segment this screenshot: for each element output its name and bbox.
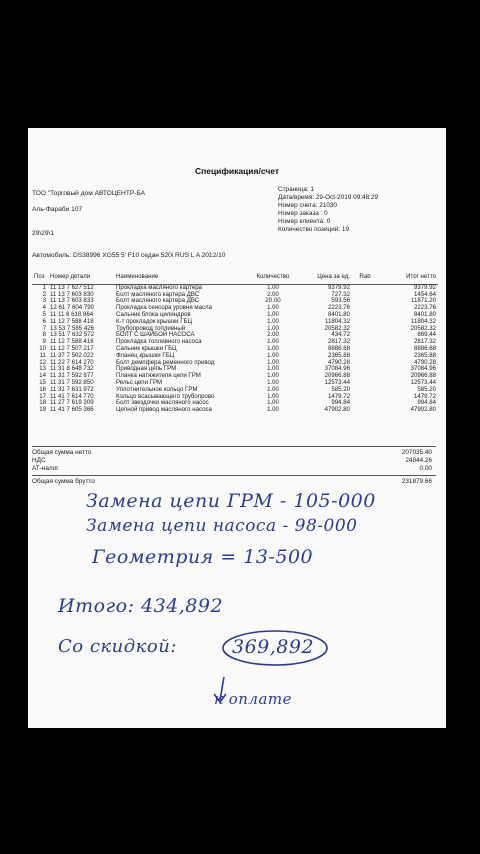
cell-quantity: 1.00 [267, 385, 279, 393]
cell-unit-price: 434.72 [331, 331, 350, 339]
col-position: Поз [32, 274, 48, 284]
cell-name: БОЛТ С ШАЙБОЙ НАСОСА [116, 331, 195, 339]
cell-quantity: 1.00 [267, 324, 279, 332]
meta-order-number: Номер заказа : 0 [278, 210, 328, 217]
cell-net-total: 37084.96 [410, 365, 436, 373]
cell-name: Уплотнительное кольцо ГРМ [116, 385, 198, 393]
meta-invoice-number: Номер счета: 21030 [278, 202, 337, 209]
cell-part-number: 11 31 7 592 850 [50, 378, 94, 386]
cell-unit-price: 20966.88 [324, 372, 350, 380]
cell-part-number: 11 37 7 502 022 [50, 351, 94, 359]
cell-net-total: 869.44 [417, 331, 436, 339]
cell-quantity: 1.00 [267, 365, 279, 373]
cell-name: Сальник крышки ГБЦ [116, 344, 177, 352]
cell-pos: 8 [42, 331, 46, 339]
col-unit-price: Цена за ед. [298, 274, 352, 284]
cell-net-total: 8886.68 [413, 344, 436, 352]
at-tax-value: 0.00 [419, 465, 432, 472]
cell-pos: 10 [39, 344, 46, 352]
meta-client-number: Номер клиента: 0 [278, 218, 331, 225]
cell-name: Прокладка сенсора уровня масла [116, 304, 212, 312]
cell-quantity: 1.00 [267, 317, 279, 325]
cell-name: Болт масляного картера ДВС [116, 297, 200, 305]
cell-quantity: 2.00 [267, 331, 279, 339]
handwritten-total: Итого: 434,892 [58, 595, 224, 617]
cell-quantity: 1.00 [267, 304, 279, 312]
net-total-label: Общая сумма нетто [32, 449, 92, 456]
col-quantity: Количество [248, 274, 298, 284]
cell-pos: 5 [42, 310, 46, 318]
cell-pos: 1 [42, 283, 46, 291]
cell-net-total: 585.20 [417, 385, 436, 393]
cell-pos: 15 [39, 378, 46, 386]
cell-unit-price: 2223.76 [327, 304, 350, 312]
cell-quantity: 1.00 [267, 378, 279, 386]
cell-unit-price: 9379.92 [327, 283, 350, 291]
cell-quantity: 1.00 [267, 310, 279, 318]
cell-name: Цепной привод масляного насоса [116, 406, 212, 414]
cell-quantity: 1.00 [267, 338, 279, 346]
cell-unit-price: 11804.32 [325, 317, 350, 325]
cell-part-number: 11 12 7 588 418 [50, 317, 94, 325]
invoice-paper [28, 128, 446, 728]
cell-quantity: 20.00 [265, 297, 281, 305]
cell-name: Рельс цепи ГРМ [116, 378, 163, 386]
col-net-total: Итог нетто [378, 274, 438, 284]
cell-part-number: 12 61 7 604 790 [50, 304, 95, 312]
cell-name: Кольцо всасывающего трубопрово [116, 392, 215, 400]
cell-unit-price: 8401.80 [327, 310, 350, 318]
col-name: Наименование [114, 274, 248, 284]
col-rab: Rab [352, 274, 378, 284]
cell-name: Планка натяжителя цепи ГРМ [116, 372, 201, 380]
cell-net-total: 9379.92 [413, 283, 436, 291]
cell-net-total: 2223.76 [413, 304, 436, 312]
cell-unit-price: 2365.88 [327, 351, 350, 359]
cell-unit-price: 20582.32 [324, 324, 350, 332]
cell-pos: 19 [39, 406, 46, 414]
cell-unit-price: 12573.44 [324, 378, 350, 386]
cell-net-total: 2817.32 [413, 338, 436, 346]
cell-unit-price: 1479.72 [327, 392, 350, 400]
cell-quantity: 1.00 [267, 372, 279, 380]
cell-unit-price: 994.84 [331, 399, 350, 407]
cell-name: Болт демпфера ременного привод [116, 358, 215, 366]
gross-total-label: Общая сумма брутто [32, 478, 95, 485]
meta-positions-count: Количество позиций: 19 [278, 226, 349, 233]
cell-part-number: 11 27 7 619 309 [50, 399, 94, 407]
cell-name: Фланец крышки ГБЦ [116, 351, 175, 359]
cell-unit-price: 4790.28 [327, 358, 350, 366]
handwritten-to-pay: к оплате [214, 690, 293, 708]
cell-quantity: 1.00 [267, 392, 279, 400]
cell-quantity: 1.00 [267, 351, 279, 359]
vat-label: НДС [32, 457, 46, 464]
cell-part-number: 13 51 7 632 572 [50, 331, 95, 339]
cell-part-number: 11 12 7 588 416 [50, 338, 94, 346]
cell-part-number: 11 13 7 603 830 [50, 290, 94, 298]
company-address: Аль-Фараби 107 [32, 206, 83, 213]
cell-net-total: 47902.80 [410, 406, 436, 414]
handwriting-ink-marks [28, 128, 446, 728]
cell-name: К-т прокладок крышки ГБЦ [116, 317, 193, 325]
document-code: 29\29\1 [32, 230, 54, 237]
cell-pos: 18 [39, 399, 46, 407]
cell-part-number: 11 12 7 507 217 [50, 344, 94, 352]
cell-name: Трубопровод топливный [116, 324, 186, 332]
meta-datetime: Дата/время: 29-Oct-2019 09:48:29 [278, 194, 379, 201]
cell-unit-price: 727.32 [331, 290, 350, 298]
cell-net-total: 11804.32 [411, 317, 436, 325]
cell-name: Болт звездочки масляного насос [116, 399, 209, 407]
meta-page: Страница: 1 [278, 186, 315, 193]
cell-name: Прокладка топливного насоса [116, 338, 202, 346]
cell-net-total: 2365.88 [413, 351, 436, 359]
company-name: ТОО "Торговый дом АВТОЦЕНТР-БА [32, 190, 146, 197]
handwritten-geometry: Геометрия = 13-500 [92, 546, 314, 568]
cell-pos: 16 [39, 385, 46, 393]
cell-part-number: 11 31 7 592 877 [50, 372, 94, 380]
cell-net-total: 20966.88 [410, 372, 436, 380]
discount-circle [223, 631, 327, 665]
cell-name: Сальник блока цилиндров [116, 310, 191, 318]
cell-pos: 11 [39, 351, 46, 359]
cell-pos: 9 [42, 338, 46, 346]
cell-part-number: 11 41 7 605 366 [50, 406, 94, 414]
cell-net-total: 1479.72 [413, 392, 436, 400]
cell-net-total: 20582.32 [410, 324, 436, 332]
cell-name: Прокладка масляного картера [116, 283, 203, 291]
cell-net-total: 8401.80 [413, 310, 436, 318]
cell-quantity: 2.00 [267, 290, 279, 298]
cell-part-number: 11 31 8 648 732 [50, 365, 94, 373]
cell-pos: 3 [42, 297, 46, 305]
cell-pos: 6 [42, 317, 46, 325]
cell-pos: 12 [39, 358, 46, 366]
cell-unit-price: 47902.80 [324, 406, 350, 414]
cell-unit-price: 37084.96 [324, 365, 350, 373]
cell-unit-price: 2817.32 [327, 338, 350, 346]
cell-part-number: 11 11 8 618 864 [50, 310, 94, 318]
cell-unit-price: 8886.68 [327, 344, 350, 352]
cell-quantity: 1.00 [267, 358, 279, 366]
net-total-value: 207035.40 [401, 449, 432, 456]
vat-value: 24844.26 [405, 457, 432, 464]
cell-net-total: 11871.20 [411, 297, 436, 305]
vehicle-line: Автомобиль: DS38996 XG55 5' F10 седан 520i RUS L A 2012/10 [32, 252, 226, 259]
document-title: Спецификация/счет [194, 166, 280, 176]
cell-net-total: 1454.64 [413, 290, 436, 298]
handwritten-pump-chain: Замена цепи насоса - 98-000 [86, 516, 358, 536]
cell-part-number: 11 13 7 627 512 [50, 283, 94, 291]
cell-pos: 4 [42, 304, 46, 312]
cell-name: Болт масляного картера ДВС [116, 290, 200, 298]
cell-part-number: 11 22 7 614 270 [50, 358, 94, 366]
cell-unit-price: 585.20 [331, 385, 350, 393]
cell-net-total: 994.84 [417, 399, 436, 407]
cell-net-total: 12573.44 [410, 378, 436, 386]
gross-total-value: 231879.66 [401, 478, 432, 485]
at-tax-label: АТ-налог [32, 465, 59, 472]
cell-pos: 17 [39, 392, 46, 400]
cell-part-number: 11 41 7 614 770 [50, 392, 94, 400]
cell-pos: 14 [39, 372, 46, 380]
cell-pos: 7 [42, 324, 46, 332]
cell-quantity: 1.00 [267, 283, 279, 291]
handwritten-chain-replacement: Замена цепи ГРМ - 105-000 [86, 490, 376, 512]
cell-part-number: 13 53 7 585 426 [50, 324, 95, 332]
cell-pos: 2 [42, 290, 46, 298]
cell-quantity: 1.00 [267, 344, 279, 352]
handwritten-discount-label: Со скидкой: [58, 636, 177, 657]
cell-net-total: 4790.28 [413, 358, 436, 366]
cell-pos: 13 [39, 365, 46, 373]
cell-part-number: 11 13 7 603 833 [50, 297, 94, 305]
cell-unit-price: 593.56 [331, 297, 350, 305]
col-part-number: Номер детали [48, 274, 114, 284]
cell-part-number: 11 31 7 631 972 [50, 385, 94, 393]
cell-quantity: 1.00 [267, 399, 279, 407]
handwritten-discount-amount: 369,892 [232, 636, 315, 658]
cell-quantity: 1.00 [267, 406, 279, 414]
cell-name: Приводная цепь ГРМ [116, 365, 177, 373]
